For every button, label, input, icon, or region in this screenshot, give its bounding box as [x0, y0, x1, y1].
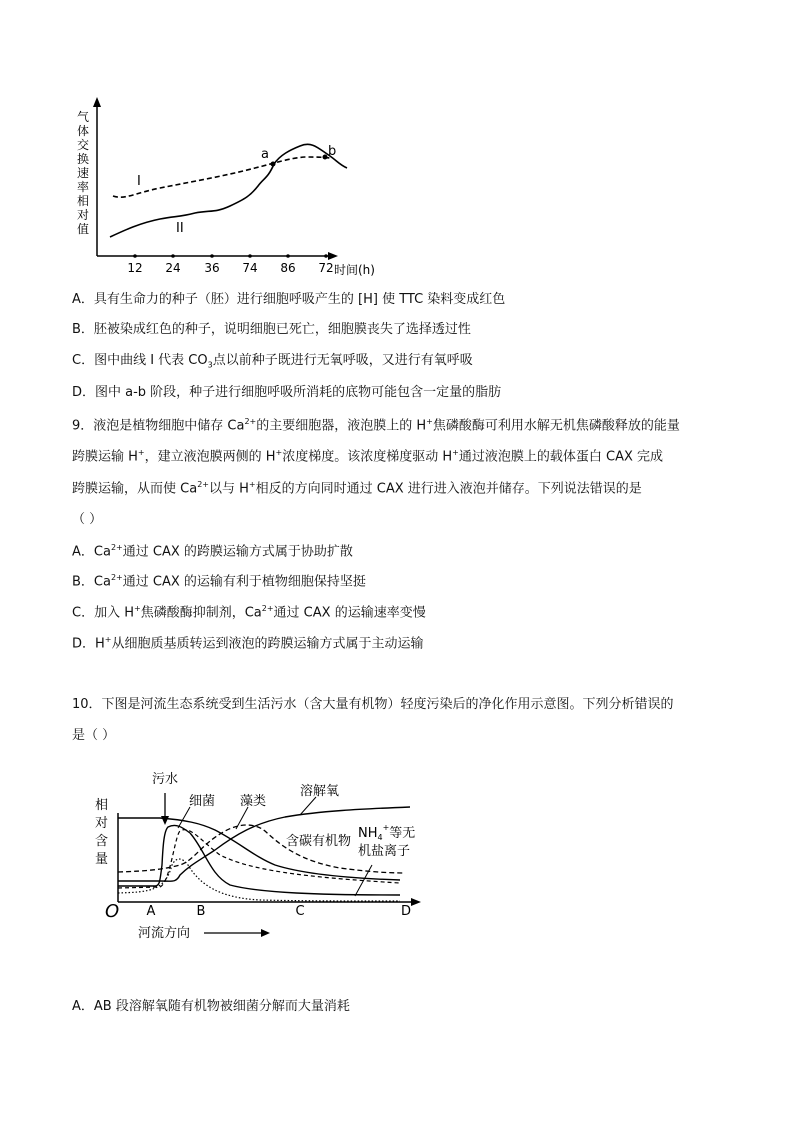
fig1-ylabel-5: 率 [77, 180, 90, 194]
fig2-ylabel-2: 含 [95, 834, 109, 849]
q9-d-b: 从细胞质基质转运到液泡的跨膜运输方式属于主动运输 [111, 636, 424, 652]
q8-option-b: B．胚被染成红色的种子，说明细胞已死亡，细胞膜丧失了选择透过性 [72, 322, 471, 337]
fig2-origin: O [105, 901, 120, 922]
fig1-ylabel-7: 对 [77, 208, 90, 222]
fig1-point-a: a [261, 147, 269, 162]
fig1-ylabel-3: 换 [77, 152, 90, 166]
fig2-x-a: A [146, 904, 156, 919]
q8-option-c [72, 354, 473, 370]
fig1-y-arrow [93, 97, 101, 107]
fig1-point-b: b [328, 144, 337, 159]
fig2-nh4-a: NH [358, 826, 378, 841]
fig1-ylabel-8: 值 [77, 222, 90, 236]
fig1-curve-II-label: II [176, 221, 184, 236]
q9-sup-h-3: + [275, 448, 283, 457]
q9-sup-h-4: + [452, 448, 459, 457]
q9-c-sup-ca: 2+ [261, 604, 274, 613]
fig1-xtick-3: 74 [242, 261, 258, 275]
q9-c-c: 通过 CAX 的运输速率变慢 [273, 605, 426, 621]
q9-d-a: D．H [72, 636, 105, 652]
q8-option-a: A．具有生命力的种子（胚）进行细胞呼吸产生的 [H] 使 TTC 染料变成红色 [72, 292, 506, 307]
q9-option-d [72, 636, 424, 650]
q9-sup-ca-2: 2+ [197, 480, 209, 489]
fig2-leader-bacteria [178, 807, 190, 828]
q9-l3a: 跨膜运输，从而使 Ca [72, 481, 198, 497]
q9-sup-h-1: + [426, 417, 433, 426]
q9-a-b: 通过 CAX 的跨膜运输方式属于协助扩散 [122, 544, 353, 560]
fig2-ylabel-1: 对 [95, 816, 109, 831]
q9-line-3 [72, 481, 642, 495]
q9-l3b: 以与 H [208, 481, 249, 497]
q10-line-2: 是（ ） [72, 728, 116, 743]
fig2-x-d: D [400, 904, 412, 919]
q9-sup-ca-1: 2+ [244, 417, 257, 426]
fig1-point-b-marker [323, 155, 328, 160]
fig2-algae-label: 藻类 [240, 794, 267, 809]
fig2-nh4-sub: 4 [377, 833, 383, 842]
q8-option-d: D．图中 a-b 阶段，种子进行细胞呼吸所消耗的底物可能包含一定量的脂肪 [72, 385, 502, 400]
fig1-ylabel-4: 速 [77, 166, 90, 180]
q9-l2b: ，建立液泡膜两侧的 H [144, 449, 276, 465]
fig2-nh4-label [358, 823, 415, 842]
q9-c-b: 焦磷酸酶抑制剂，Ca [140, 605, 262, 621]
respiration-chart [0, 0, 794, 290]
q9-option-b [72, 574, 366, 588]
fig2-bacteria-label: 细菌 [189, 794, 216, 809]
q10-line-1: 10．下图是河流生态系统受到生活污水（含大量有机物）轻度污染后的净化作用示意图。下列分析错误的 [72, 697, 674, 712]
q9-c-sup-h: + [134, 604, 141, 613]
fig2-ylabel-0: 相 [95, 798, 109, 813]
fig2-ions-label: 机盐离子 [358, 844, 411, 859]
q9-option-c [72, 605, 426, 619]
fig2-sewage-label: 污水 [152, 772, 179, 787]
q9-l2d: 通过液泡膜上的载体蛋白 CAX 完成 [458, 449, 664, 465]
fig2-x-arrow [411, 898, 421, 906]
fig2-direction-arrowhead [261, 929, 270, 937]
fig1-xtick-4: 86 [280, 261, 296, 275]
q9-l2a: 跨膜运输 H [72, 449, 138, 465]
q9-b-b: 通过 CAX 的运输有利于植物细胞保持坚挺 [122, 574, 366, 590]
fig2-direction-label: 河流方向 [138, 926, 191, 941]
fig2-x-c: C [295, 904, 305, 919]
fig2-oxygen-label: 溶解氧 [300, 784, 340, 799]
q9-b-a: B．Ca [72, 574, 111, 590]
q9-c-a: C．加入 H [72, 605, 134, 621]
fig2-x-b: B [196, 904, 206, 919]
q9-line-1 [72, 418, 680, 432]
fig2-nh4-sup: + [382, 823, 390, 832]
fig1-ylabel-6: 相 [77, 194, 90, 208]
q9-answer-paren: （ ） [72, 512, 103, 527]
q9-l1a: 9．液泡是植物细胞中储存 Ca [72, 418, 245, 434]
q9-a-a: A．Ca [72, 544, 111, 560]
fig2-organic-label: 含碳有机物 [286, 834, 352, 849]
fig1-xtick-1: 24 [165, 261, 181, 275]
fig1-ylabel-0: 气 [77, 110, 90, 124]
q9-l1c: 焦磷酸酶可利用水解无机焦磷酸释放的能量 [432, 418, 680, 434]
q9-l2c: 浓度梯度。该浓度梯度驱动 H [282, 449, 453, 465]
q8-c-pre: C．图中曲线 I 代表 CO [72, 353, 208, 368]
q9-l1b: 的主要细胞器，液泡膜上的 H [256, 418, 427, 434]
river-purification-diagram [0, 765, 794, 965]
q8-c-post: 点以前种子既进行无氧呼吸，又进行有氧呼吸 [212, 353, 473, 368]
q9-option-a [72, 544, 353, 558]
fig1-point-a-marker [271, 162, 276, 167]
q8-c-sub: 3 [207, 360, 213, 370]
fig1-curve-I-label: I [137, 174, 141, 189]
fig2-nh4-b: 等无 [389, 826, 416, 841]
fig1-ylabel-2: 交 [77, 138, 90, 152]
q9-l3c: 相反的方向同时通过 CAX 进行进入液泡并储存。下列说法错误的是 [255, 481, 642, 497]
q9-sup-h-2: + [137, 448, 145, 457]
q9-line-2 [72, 449, 663, 463]
fig2-leader-oxygen [300, 797, 316, 815]
fig1-x-arrow [328, 252, 338, 260]
fig1-xtick-2: 36 [204, 261, 220, 275]
q9-b-sup: 2+ [110, 573, 123, 582]
fig1-xtick-0: 12 [127, 261, 143, 275]
q10-option-a: A．AB 段溶解氧随有机物被细菌分解而大量消耗 [72, 999, 350, 1014]
q9-a-sup: 2+ [110, 543, 123, 552]
q9-sup-h-5: + [248, 480, 256, 489]
fig1-xlabel: 时间(h) [334, 263, 375, 277]
q9-d-sup: + [104, 635, 112, 644]
fig2-sewage-arrowhead [161, 816, 169, 825]
fig1-xtick-5: 72 [318, 261, 334, 275]
fig1-ylabel-1: 体 [77, 124, 90, 138]
fig1-curve-I [113, 157, 330, 197]
fig2-ylabel-3: 量 [95, 852, 109, 867]
